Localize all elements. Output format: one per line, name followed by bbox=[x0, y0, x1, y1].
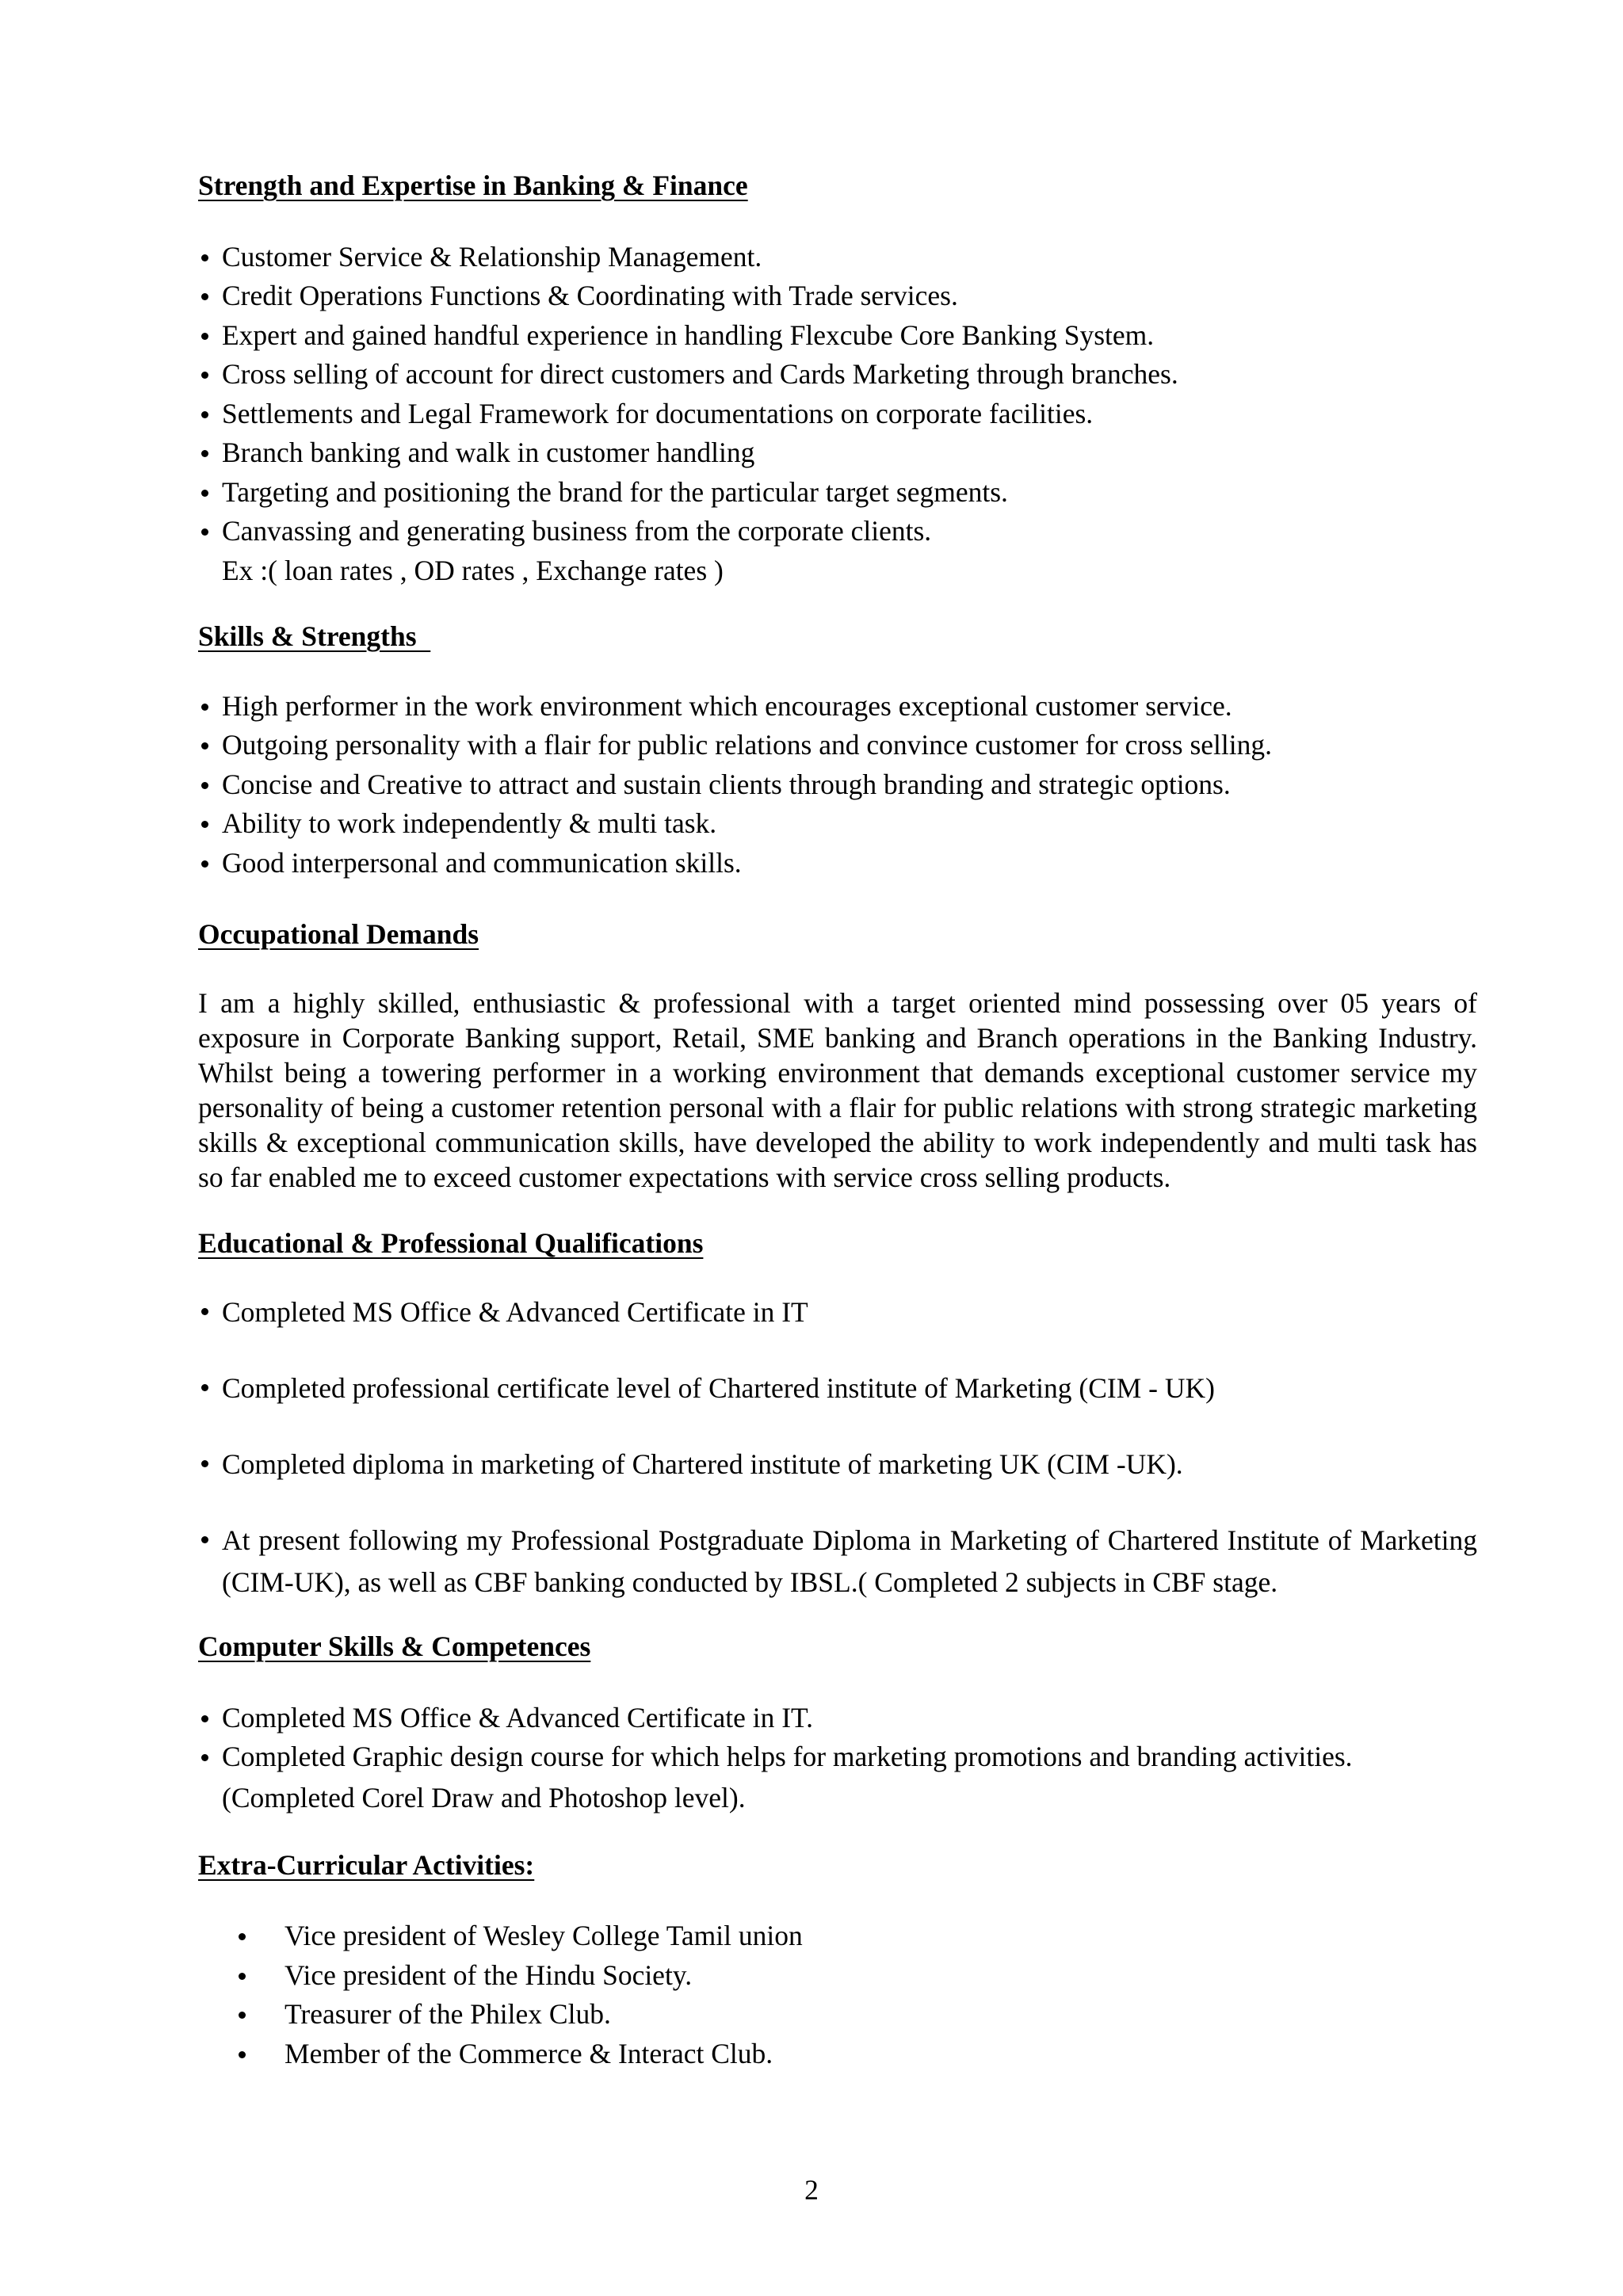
list-item: Completed MS Office & Advanced Certificate in IT bbox=[198, 1291, 1477, 1333]
education-list bbox=[198, 1291, 1477, 1604]
list-item: Vice president of the Hindu Society. bbox=[198, 1956, 1477, 1996]
occupational-heading: Occupational Demands bbox=[198, 918, 479, 950]
list-item: Completed diploma in marketing of Chartered institute of marketing UK (CIM -UK). bbox=[198, 1444, 1477, 1486]
extra-list bbox=[198, 1917, 1477, 2073]
banking-heading: Strength and Expertise in Banking & Finance bbox=[198, 170, 748, 201]
computer-continuation: (Completed Corel Draw and Photoshop level). bbox=[222, 1781, 746, 1814]
education-heading: Educational & Professional Qualifications bbox=[198, 1226, 704, 1259]
list-item: Targeting and positioning the brand for the particular target segments. bbox=[198, 473, 1477, 513]
list-item: Credit Operations Functions & Coordinating with Trade services. bbox=[198, 277, 1477, 316]
list-item: Concise and Creative to attract and sustain clients through branding and strategic options. bbox=[198, 765, 1477, 805]
skills-heading: Skills & Strengths bbox=[198, 620, 431, 652]
list-item: Expert and gained handful experience in handling Flexcube Core Banking System. bbox=[198, 316, 1477, 356]
list-item: Treasurer of the Philex Club. bbox=[198, 1995, 1477, 2035]
list-item: Canvassing and generating business from the corporate clients. bbox=[198, 512, 1477, 551]
list-item: Completed MS Office & Advanced Certificate in IT. bbox=[198, 1699, 1477, 1738]
list-item: Good interpersonal and communication skills. bbox=[198, 844, 1477, 883]
list-item: Cross selling of account for direct customers and Cards Marketing through branches. bbox=[198, 355, 1477, 395]
list-item: Customer Service & Relationship Management. bbox=[198, 238, 1477, 277]
list-item: Vice president of Wesley College Tamil union bbox=[198, 1917, 1477, 1956]
list-item: Completed Graphic design course for which helps for marketing promotions and branding activities. bbox=[198, 1737, 1477, 1777]
list-item: Branch banking and walk in customer handling bbox=[198, 433, 1477, 473]
banking-list bbox=[198, 238, 1477, 551]
list-item: Completed professional certificate level of Chartered institute of Marketing (CIM - UK) bbox=[198, 1367, 1477, 1409]
list-item: Settlements and Legal Framework for documentations on corporate facilities. bbox=[198, 395, 1477, 434]
page-number: 2 bbox=[804, 2174, 819, 2206]
skills-list bbox=[198, 687, 1477, 883]
list-item: High performer in the work environment which encourages exceptional customer service. bbox=[198, 687, 1477, 727]
list-item: Outgoing personality with a flair for public relations and convince customer for cross selling. bbox=[198, 726, 1477, 765]
occupational-paragraph: I am a highly skilled, enthusiastic & professional with a target oriented mind possessing over 05 years of exposure in Corporate Banking support, Retail, SME banking and Branch operations in the Banking Industry. Whilst being a towering performer in a working environment that demands exceptional customer service my personality of being a customer retention personal with a flair for public relations with strong strategic marketing skills & exceptional communication skills, have developed the ability to work independently and multi task has so far enabled me to exceed customer expectations with service cross selling products. bbox=[198, 986, 1477, 1193]
list-item: Member of the Commerce & Interact Club. bbox=[198, 2035, 1477, 2074]
computer-list bbox=[198, 1699, 1477, 1777]
extra-heading: Extra-Curricular Activities: bbox=[198, 1848, 535, 1881]
banking-note: Ex :( loan rates , OD rates , Exchange rates ) bbox=[222, 554, 724, 586]
computer-heading: Computer Skills & Competences bbox=[198, 1630, 591, 1662]
list-item: Ability to work independently & multi task. bbox=[198, 804, 1477, 844]
list-item: At present following my Professional Postgraduate Diploma in Marketing of Chartered Institute of Marketing (CIM-UK), as well as CBF banking conducted by IBSL.( Completed 2 subjects in CBF stage. bbox=[198, 1520, 1477, 1604]
